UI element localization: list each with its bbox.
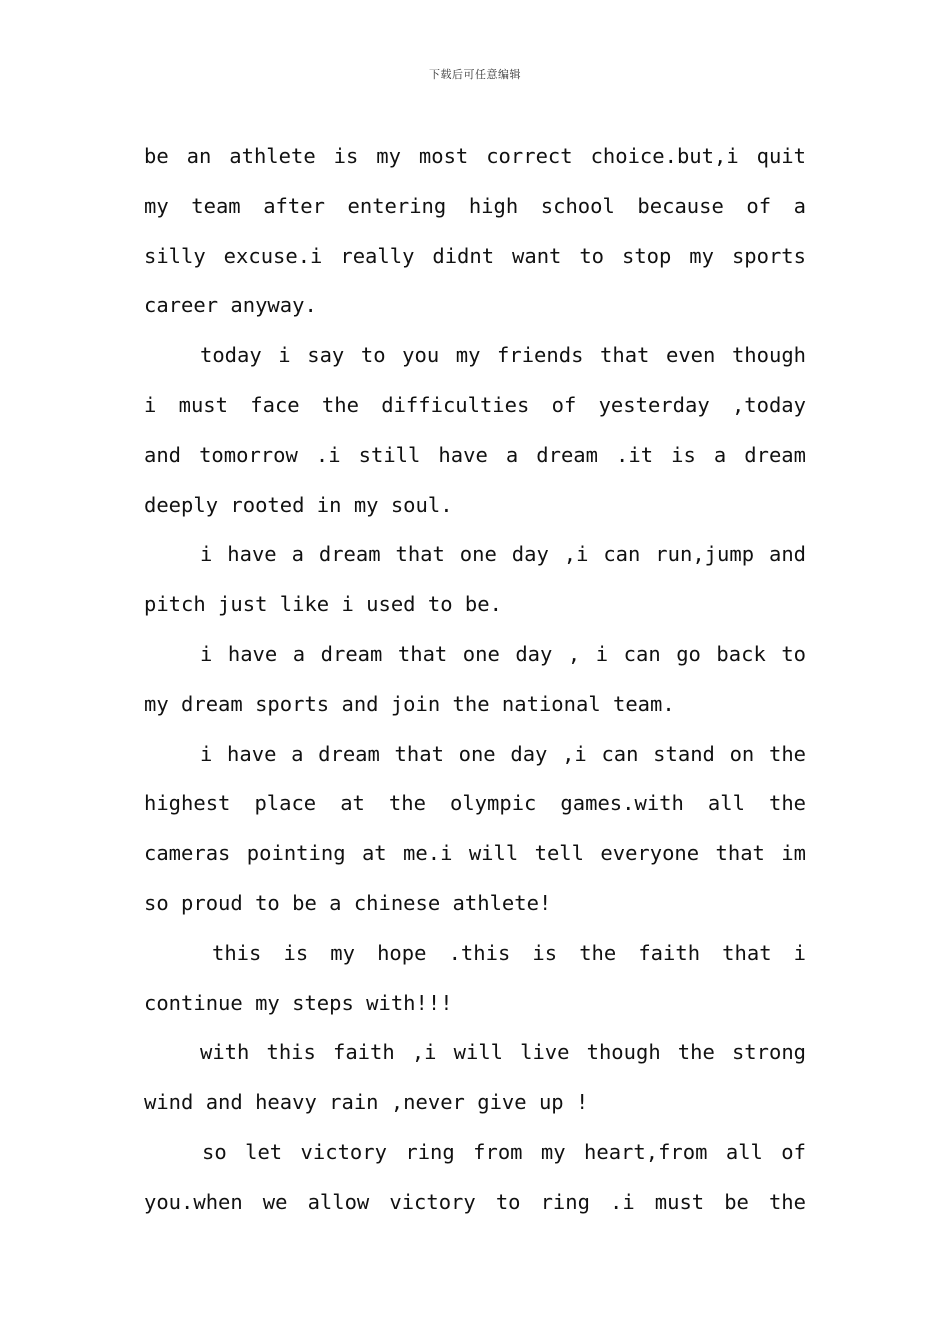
- paragraph-first-line: with this faith ,i will live though the strong: [200, 1040, 806, 1065]
- text-line: highest place at the olympic games.with all the: [144, 791, 806, 816]
- paragraph-first-line: today i say to you my friends that even though: [200, 343, 806, 368]
- text-line: pitch just like i used to be.: [144, 592, 502, 617]
- paragraph-first-line: i have a dream that one day ,i can stand on the: [200, 741, 806, 766]
- text-line: wind and heavy rain ,never give up !: [144, 1090, 589, 1115]
- page-header: 下载后可任意编辑: [429, 68, 521, 81]
- text-line: continue my steps with!!!: [144, 990, 453, 1015]
- text-line: career anyway.: [144, 293, 317, 318]
- text-line: deeply rooted in my soul.: [144, 492, 453, 517]
- paragraph-first-line: this is my hope .this is the faith that i: [212, 940, 806, 965]
- paragraph-first-line: so let victory ring from my heart,from all of: [202, 1139, 806, 1164]
- text-line: be an athlete is my most correct choice.but,i quit: [144, 144, 806, 168]
- text-line: my dream sports and join the national team.: [144, 691, 675, 716]
- document-body: [144, 132, 806, 1228]
- text-line: silly excuse.i really didnt want to stop my sports: [144, 243, 806, 268]
- paragraph-first-line: i have a dream that one day ,i can run,jump and: [200, 542, 806, 567]
- text-line: my team after entering high school because of a: [144, 193, 806, 218]
- text-line: so proud to be a chinese athlete!: [144, 890, 552, 915]
- text-line: and tomorrow .i still have a dream .it is a dream: [144, 442, 806, 467]
- text-line: you.when we allow victory to ring .i must be the: [144, 1189, 806, 1214]
- paragraph-first-line: i have a dream that one day , i can go back to: [200, 641, 806, 666]
- text-line: cameras pointing at me.i will tell everyone that im: [144, 841, 806, 866]
- text-line: i must face the difficulties of yesterday ,today: [144, 392, 806, 417]
